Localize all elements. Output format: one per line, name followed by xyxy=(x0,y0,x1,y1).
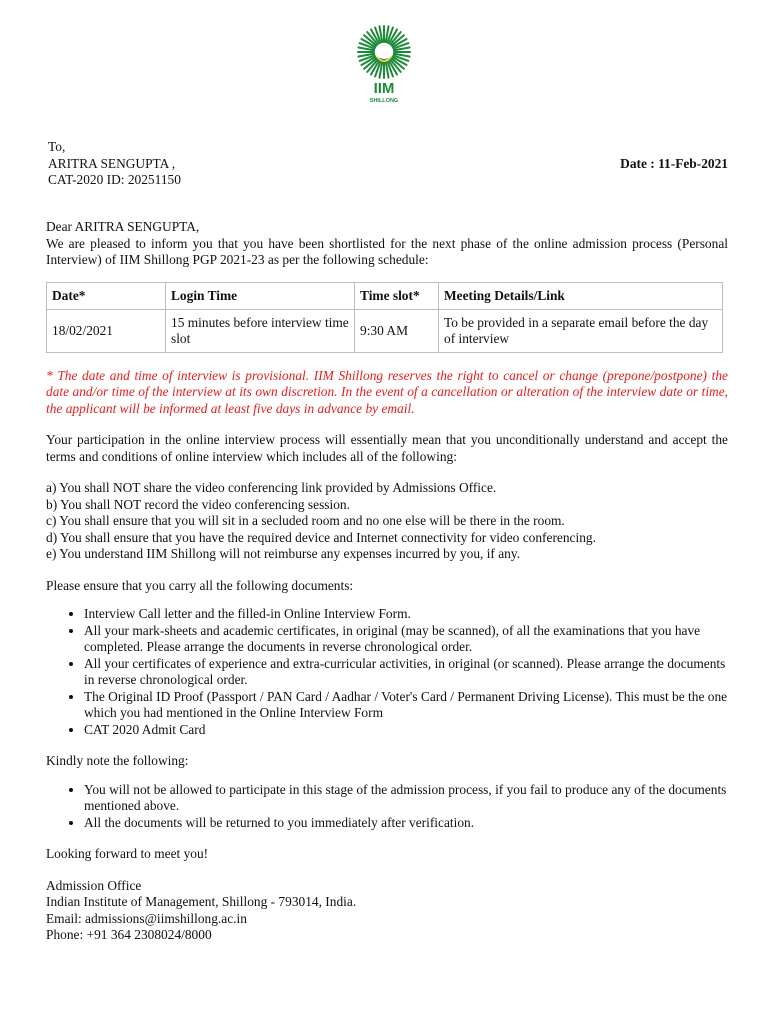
list-item: e) You understand IIM Shillong will not reimburse any expenses incurred by you, if any. xyxy=(46,546,521,561)
institute-address: Indian Institute of Management, Shillong - 793014, India. xyxy=(46,894,357,909)
table-cell: 18/02/2021 xyxy=(47,309,166,352)
list-item: • You will not be allowed to participate in this stage of the admission process, if you fail to produce any of the documents mentioned above. xyxy=(84,782,728,815)
closing-line: Looking forward to meet you! xyxy=(46,846,209,861)
contact-phone: Phone: +91 364 2308024/8000 xyxy=(46,927,212,942)
documents-intro: Please ensure that you carry all the following documents: xyxy=(46,577,354,593)
kindly-note-heading: Kindly note the following: xyxy=(46,753,189,768)
provisional-note: * The date and time of interview is provisional. IIM Shillong reserves the right to cancel or change (prepone/postpone) the date and/or time of the interview at its own discretion. In the event of a cancellation or alteration of the interview date or time, the applicant will be informed at least five days in advance by email. xyxy=(46,367,728,416)
participation-paragraph: Your participation in the online interview process will essentially mean that you unconditionally understand and accept the terms and conditions of online interview which includes all of the following: xyxy=(46,432,728,464)
list-item: • All your certificates of experience and extra-curricular activities, in original (or scanned). Please arrange the documents in reverse chronological order. xyxy=(84,656,728,689)
intro-paragraph: We are pleased to inform you that you have been shortlisted for the next phase of the online admission process (Personal Interview) of IIM Shillong PGP 2021-23 as per the following schedule: xyxy=(46,235,728,267)
terms-list xyxy=(46,480,728,563)
signature-block xyxy=(46,878,728,944)
list-item: • All the documents will be returned to you immediately after verification. xyxy=(84,815,728,832)
list-item: • All your mark-sheets and academic certificates, in original (may be scanned), of all the examinations that you have completed. Please arrange the documents in reverse chronological order. xyxy=(84,623,728,656)
letter-body xyxy=(46,219,728,944)
table-header: Login Time xyxy=(166,282,355,309)
table-row xyxy=(47,309,723,352)
logo-subtext: SHILLONG xyxy=(369,98,399,104)
notes-list xyxy=(46,782,728,832)
list-item: b) You shall NOT record the video conferencing session. xyxy=(46,496,350,512)
list-item: a) You shall NOT share the video conferencing link provided by Admissions Office. xyxy=(46,480,497,495)
table-cell: 9:30 AM xyxy=(355,309,439,352)
table-header-row xyxy=(47,282,723,309)
contact-email: Email: admissions@iimshillong.ac.in xyxy=(46,910,247,926)
list-item: • Interview Call letter and the filled-in Online Interview Form. xyxy=(84,606,728,623)
table-cell: To be provided in a separate email before the day of interview xyxy=(439,309,723,352)
recipient-name: ARITRA SENGUPTA , xyxy=(48,155,176,171)
sunburst-emblem-icon xyxy=(356,22,412,104)
recipient-block xyxy=(48,139,181,189)
schedule-table xyxy=(46,282,723,353)
documents-list xyxy=(46,606,728,738)
logo-text: IIM xyxy=(373,80,395,97)
table-header: Date* xyxy=(47,282,166,309)
list-item: • CAT 2020 Admit Card xyxy=(84,722,728,739)
letter-date: Date : 11-Feb-2021 xyxy=(620,156,728,171)
iim-shillong-logo xyxy=(356,22,412,104)
table-cell: 15 minutes before interview time slot xyxy=(166,309,355,352)
office-name: Admission Office xyxy=(46,877,142,893)
table-header: Meeting Details/Link xyxy=(439,282,723,309)
cat-id: CAT-2020 ID: 20251150 xyxy=(48,172,181,187)
list-item: • The Original ID Proof (Passport / PAN Card / Aadhar / Voter's Card / Permanent Driving License). This must be the one which you had mentioned in the Online Interview Form xyxy=(84,689,728,722)
list-item: c) You shall ensure that you will sit in a secluded room and no one else will be there in the room. xyxy=(46,513,565,528)
table-header: Time slot* xyxy=(355,282,439,309)
list-item: d) You shall ensure that you have the required device and Internet connectivity for video conferencing. xyxy=(46,529,596,545)
salutation: Dear ARITRA SENGUPTA, xyxy=(46,219,200,234)
to-line: To, xyxy=(48,139,66,154)
